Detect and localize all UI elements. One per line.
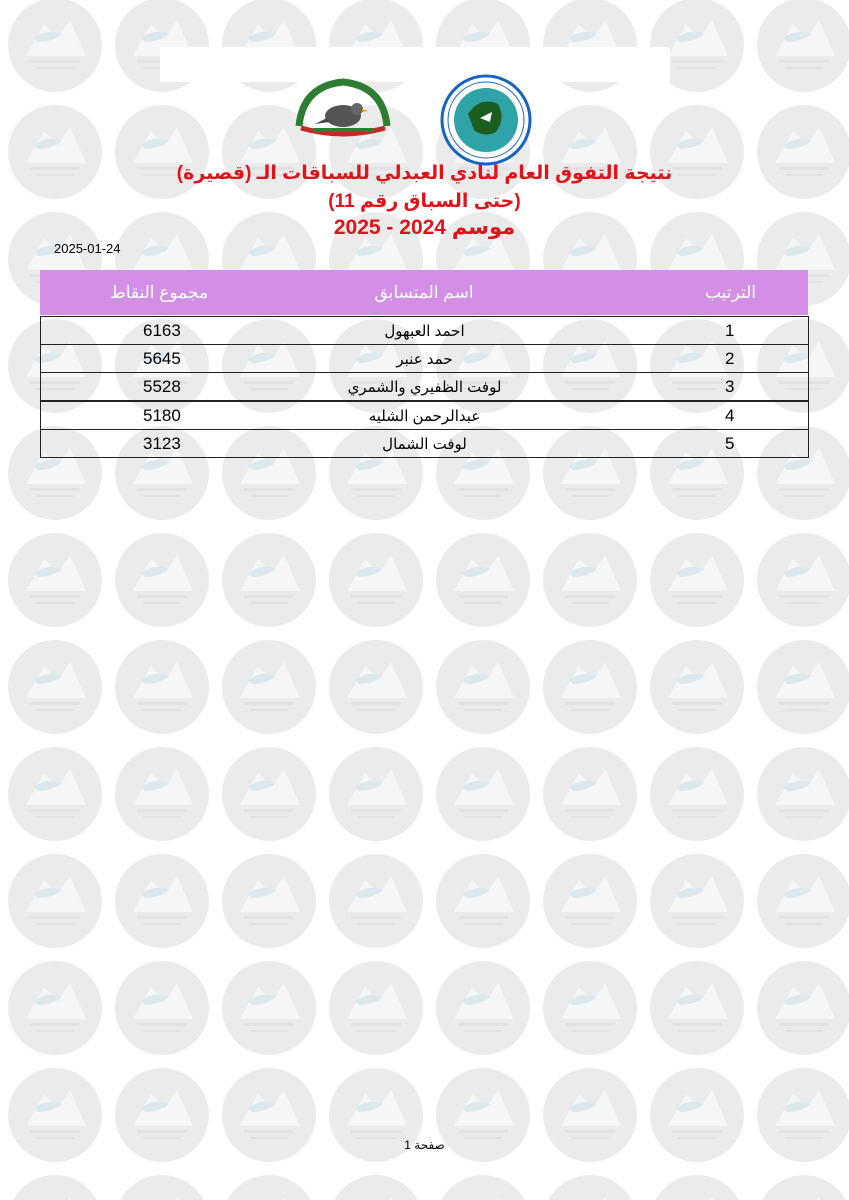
row-points: 5528 [143,377,181,396]
club-logo [293,76,393,144]
column-header-name: اسم المتسابق [374,283,474,302]
row-rank: 4 [725,406,735,425]
header-blank-band [160,47,670,82]
table-row [40,316,809,345]
row-points: 3123 [143,434,181,453]
column-header-points: مجموع النقاط [110,283,209,302]
row-rank: 5 [725,434,735,453]
row-points: 6163 [143,321,181,340]
row-name: لوفت الشمال [382,436,467,453]
table-row [40,401,809,430]
table-row [40,372,809,401]
row-points: 5645 [143,349,181,368]
table-row [40,429,809,458]
row-name: لوفت الظفيري والشمري [347,379,502,396]
row-rank: 3 [725,377,735,396]
report-date: 2025-01-24 [54,241,121,256]
row-rank: 1 [725,321,735,340]
column-header-rank: الترتيب [705,283,756,302]
row-name: عبدالرحمن الشليه [368,408,481,425]
page-number: صفحة 1 [404,1138,445,1152]
row-points: 5180 [143,406,181,425]
table-row [40,344,809,373]
row-name: حمد عنبر [396,351,453,368]
report-title: نتيجة التفوق العام لنادي العبدلي للسباقات الـ (قصيرة) [176,163,673,184]
season-label: موسم 2024 - 2025 [333,216,516,239]
federation-logo [440,74,532,166]
table-header [40,270,808,315]
row-name: احمد العبهول [384,323,465,340]
report-subtitle: (حتى السباق رقم 11) [328,191,521,212]
row-rank: 2 [725,349,735,368]
